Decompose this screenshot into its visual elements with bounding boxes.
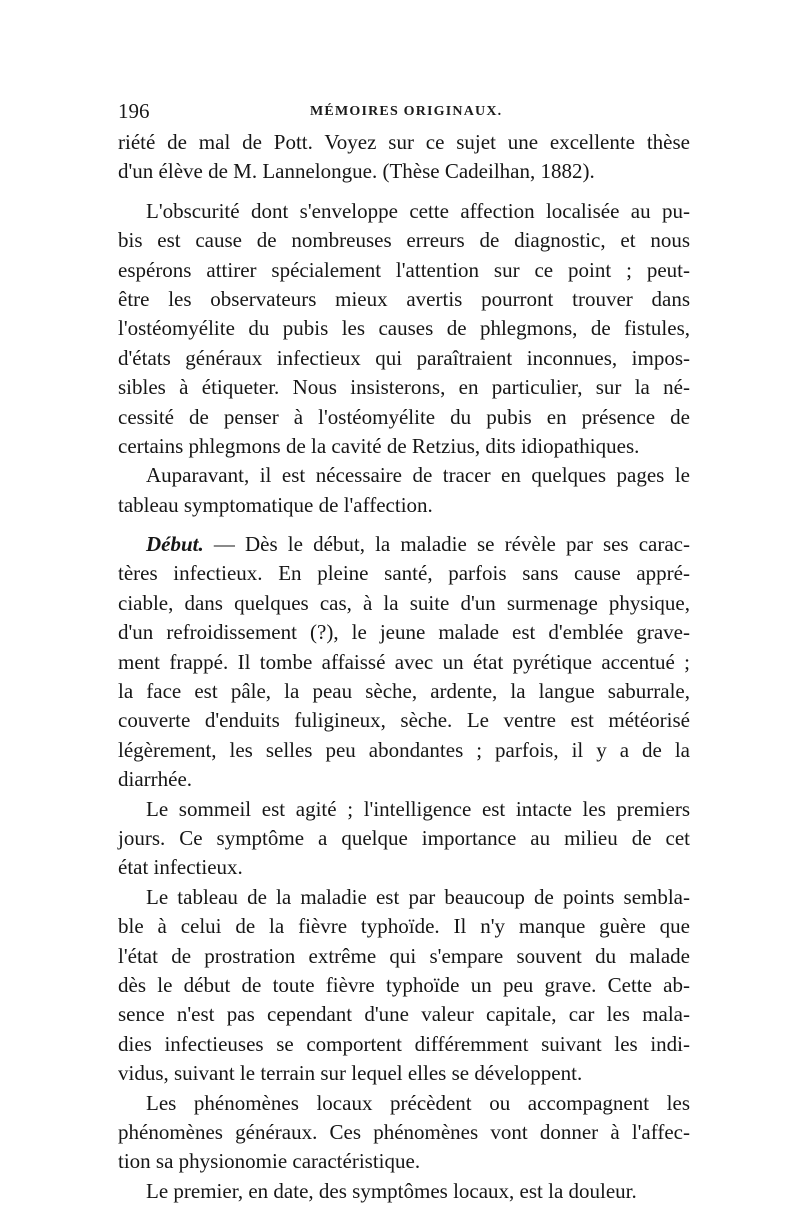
paragraph — [118, 128, 690, 187]
text-line: d'un élève de M. Lannelongue. (Thèse Cadeilhan, 1882). — [118, 159, 595, 184]
text-line: dès le début de toute fièvre typhoïde un peu grave. Cette ab- — [118, 972, 690, 997]
paragraph — [118, 883, 690, 1089]
text-line: couverte d'enduits fuligineux, sèche. Le ventre est météorisé — [118, 708, 690, 733]
paragraph — [118, 530, 690, 795]
paragraph — [118, 1089, 690, 1177]
text-line: d'états généraux infectieux qui paraîtraient inconnues, impos- — [118, 345, 690, 370]
section-label: Début. — [146, 532, 204, 557]
text-line: espérons attirer spécialement l'attention sur ce point ; peut- — [118, 257, 690, 282]
text-line: dies infectieuses se comportent différemment suivant les indi- — [118, 1031, 690, 1056]
text-line: vidus, suivant le terrain sur lequel elles se développent. — [118, 1061, 583, 1086]
text-line: la face est pâle, la peau sèche, ardente, la langue saburrale, — [118, 679, 690, 704]
text-line: tion sa physionomie caractéristique. — [118, 1149, 421, 1174]
text-line: tableau symptomatique de l'affection. — [118, 492, 433, 517]
text-line: tères infectieux. En pleine santé, parfois sans cause appré- — [118, 561, 690, 586]
text-line: L'obscurité dont s'enveloppe cette affection localisée au pu- — [146, 198, 690, 223]
text-line: sence n'est pas cependant d'une valeur capitale, car les mala- — [118, 1002, 690, 1027]
text-line: diarrhée. — [118, 767, 193, 792]
text-line: ble à celui de la fièvre typhoïde. Il n'y manque guère que — [118, 914, 690, 939]
text-line: légèrement, les selles peu abondantes ; parfois, il y a de la — [118, 737, 690, 762]
text-line: jours. Ce symptôme a quelque importance au milieu de cet — [118, 825, 690, 850]
text-line: certains phlegmons de la cavité de Retzius, dits idiopathiques. — [118, 433, 640, 458]
running-header — [118, 98, 690, 124]
text-line: Le premier, en date, des symptômes locaux, est la douleur. — [146, 1178, 637, 1203]
paragraph — [118, 197, 690, 462]
text-line: ment frappé. Il tombe affaissé avec un état pyrétique accentué ; — [118, 649, 690, 674]
text-line-content: — Dès le début, la maladie se révèle par ses carac- — [203, 532, 690, 557]
text-line: phénomènes généraux. Ces phénomènes vont donner à l'affec- — [118, 1119, 690, 1144]
text-line: l'ostéomyélite du pubis les causes de phlegmons, de fistules, — [118, 316, 690, 341]
paragraph — [118, 1177, 690, 1206]
text-line: riété de mal de Pott. Voyez sur ce sujet une excellente thèse — [118, 130, 690, 154]
text-line: bis est cause de nombreuses erreurs de diagnostic, et nous — [118, 228, 690, 253]
text-line: être les observateurs mieux avertis pourront trouver dans — [118, 286, 690, 311]
paragraph — [118, 461, 690, 520]
text-line: cessité de penser à l'ostéomyélite du pubis en présence de — [118, 404, 690, 429]
body-text — [118, 128, 690, 1206]
page-number: 196 — [118, 99, 150, 123]
text-line: Le sommeil est agité ; l'intelligence est intacte les premiers — [146, 796, 690, 821]
paragraph — [118, 795, 690, 883]
text-line: état infectieux. — [118, 855, 243, 880]
running-title: MÉMOIRES ORIGINAUX. — [310, 104, 503, 119]
text-line: Le tableau de la maladie est par beaucoup de points sembla- — [146, 884, 690, 909]
text-line — [118, 530, 690, 559]
text-line: Les phénomènes locaux précèdent ou accompagnent les — [146, 1090, 690, 1115]
text-line: ciable, dans quelques cas, à la suite d'un surmenage physique, — [118, 590, 690, 615]
text-line: Auparavant, il est nécessaire de tracer en quelques pages le — [146, 463, 690, 488]
text-line: sibles à étiqueter. Nous insisterons, en particulier, sur la né- — [118, 375, 690, 400]
text-line: d'un refroidissement (?), le jeune malade est d'emblée grave- — [118, 620, 690, 645]
text-line: l'état de prostration extrême qui s'empare souvent du malade — [118, 943, 690, 968]
